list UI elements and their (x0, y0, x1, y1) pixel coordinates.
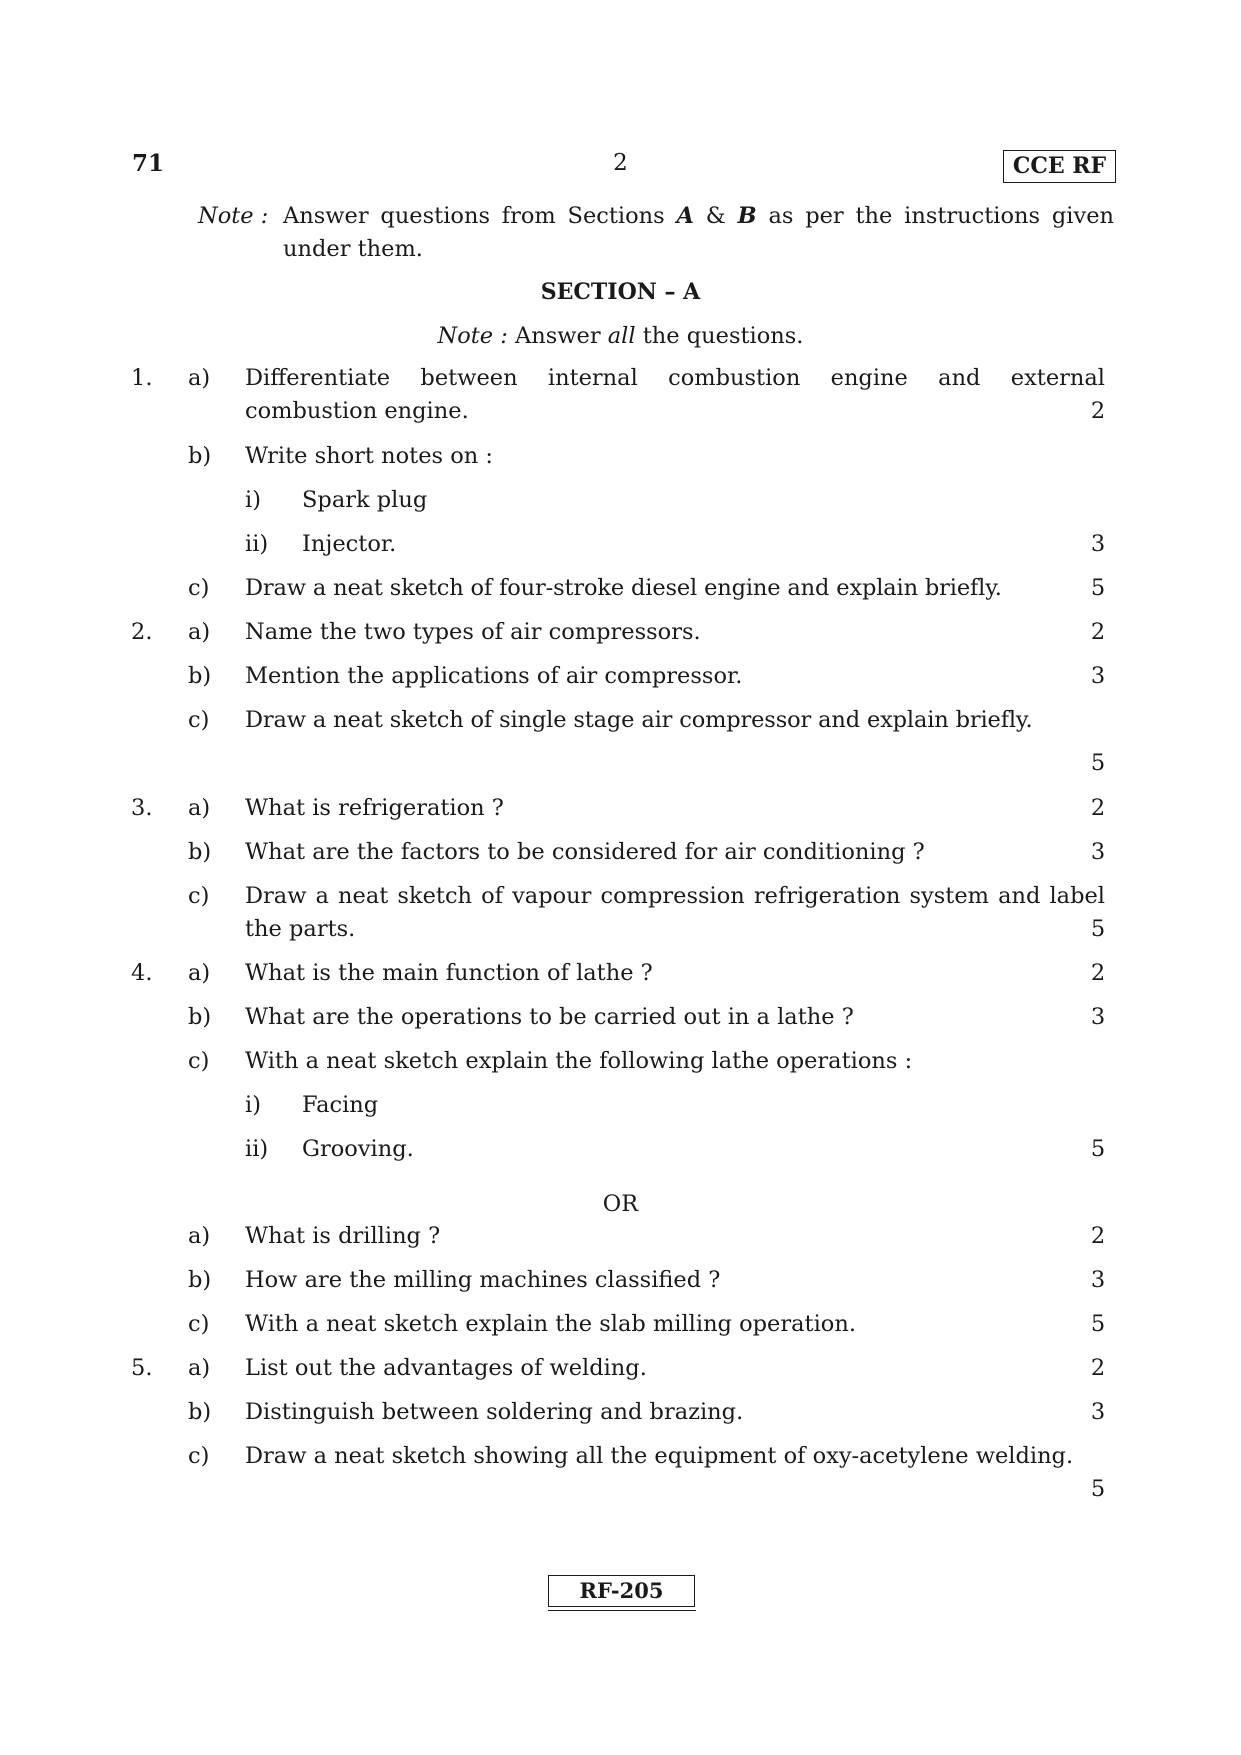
question-text: Draw a neat sketch of vapour compression refrigeration system and label the parts. (245, 883, 1105, 942)
question-letter: a) (188, 619, 211, 645)
note-text-part: as per the instructions given under them. (283, 203, 1115, 262)
question-marks: 2 (1090, 960, 1106, 986)
question-marks: 2 (1090, 619, 1106, 645)
question-marks: 2 (1090, 1223, 1106, 1249)
question-number: 3. (131, 795, 153, 821)
question-text: Write short notes on : (245, 443, 493, 469)
sub-item-label: ii) (245, 531, 269, 557)
note-text-part: Answer questions from Sections (283, 203, 677, 229)
paper-code-box: RF-205 (548, 1575, 695, 1607)
question-letter: b) (188, 443, 212, 469)
question-text: What are the operations to be carried out in a lathe ? (245, 1004, 854, 1030)
question-marks: 2 (1090, 795, 1106, 821)
question-marks: 5 (1090, 750, 1106, 776)
question-marks: 2 (1090, 1355, 1106, 1381)
exam-code-box: CCE RF (1003, 150, 1116, 183)
question-letter: a) (188, 1223, 211, 1249)
section-note-text: the questions. (635, 323, 804, 349)
question-marks: 3 (1090, 1004, 1106, 1030)
question-number: 1. (131, 365, 153, 391)
question-marks: 3 (1090, 663, 1106, 689)
sub-item-text: Grooving. (302, 1136, 414, 1162)
question-text: What is refrigeration ? (245, 795, 504, 821)
question-text: Name the two types of air compressors. (245, 619, 701, 645)
question-marks: 3 (1090, 1399, 1106, 1425)
sub-item-text: Injector. (302, 531, 397, 557)
question-number: 2. (131, 619, 153, 645)
question-1a (0, 362, 1241, 432)
question-marks: 5 (1090, 916, 1106, 942)
page-code: 71 (132, 150, 165, 177)
question-letter: c) (188, 707, 210, 733)
sub-item-text: Spark plug (302, 487, 428, 513)
sub-item-label: i) (245, 1092, 261, 1118)
question-number: 5. (131, 1355, 153, 1381)
question-text: List out the advantages of welding. (245, 1355, 647, 1381)
section-note-emphasis: all (607, 323, 636, 349)
question-marks: 5 (1090, 1311, 1106, 1337)
section-note-label: Note : (437, 323, 508, 349)
question-5c (0, 1440, 1241, 1510)
question-letter: b) (188, 663, 212, 689)
section-a-ref: A (676, 203, 694, 229)
section-b-ref: B (737, 203, 757, 229)
note-text (283, 200, 1114, 266)
section-note-text: Answer (507, 323, 608, 349)
sub-item-label: i) (245, 487, 261, 513)
question-text: Draw a neat sketch of four-stroke diesel engine and explain briefly. (245, 575, 1002, 601)
note-amp: & (693, 203, 738, 229)
question-marks: 3 (1090, 531, 1106, 557)
sub-item-label: ii) (245, 1136, 269, 1162)
or-divider: OR (602, 1191, 639, 1217)
question-letter: b) (188, 1004, 212, 1030)
question-text: What are the factors to be considered for air conditioning ? (245, 839, 925, 865)
question-2c (0, 704, 1241, 784)
page-number: 2 (613, 150, 628, 176)
question-text: Mention the applications of air compressor. (245, 663, 743, 689)
question-number: 4. (131, 960, 153, 986)
question-text: Draw a neat sketch showing all the equipment of oxy-acetylene welding. (245, 1443, 1074, 1469)
question-text: Distinguish between soldering and brazing. (245, 1399, 744, 1425)
question-marks: 2 (1090, 398, 1106, 424)
question-marks: 5 (1090, 1476, 1106, 1502)
section-title: SECTION – A (540, 279, 701, 305)
question-marks: 3 (1090, 839, 1106, 865)
question-marks: 3 (1090, 1267, 1106, 1293)
question-text: With a neat sketch explain the slab milling operation. (245, 1311, 856, 1337)
question-letter: a) (188, 1355, 211, 1381)
question-3c (0, 880, 1241, 950)
question-text: How are the milling machines classified ? (245, 1267, 721, 1293)
question-letter: a) (188, 795, 211, 821)
question-letter: c) (188, 1443, 210, 1469)
question-letter: b) (188, 1399, 212, 1425)
question-marks: 5 (1090, 1136, 1106, 1162)
question-letter: a) (188, 365, 211, 391)
question-letter: c) (188, 1048, 210, 1074)
question-text: What is the main function of lathe ? (245, 960, 653, 986)
question-marks: 5 (1090, 575, 1106, 601)
sub-item-text: Facing (302, 1092, 379, 1118)
question-letter: c) (188, 575, 210, 601)
instructions-note (198, 200, 1114, 266)
note-label: Note : (198, 203, 269, 229)
section-note (0, 323, 1241, 349)
question-letter: c) (188, 883, 210, 909)
question-letter: a) (188, 960, 211, 986)
question-text: With a neat sketch explain the following lathe operations : (245, 1048, 913, 1074)
question-text: Draw a neat sketch of single stage air compressor and explain briefly. (245, 707, 1033, 733)
question-text: What is drilling ? (245, 1223, 441, 1249)
question-text: Differentiate between internal combustion engine and external combustion engine. (245, 365, 1105, 424)
question-letter: c) (188, 1311, 210, 1337)
question-letter: b) (188, 1267, 212, 1293)
question-letter: b) (188, 839, 212, 865)
